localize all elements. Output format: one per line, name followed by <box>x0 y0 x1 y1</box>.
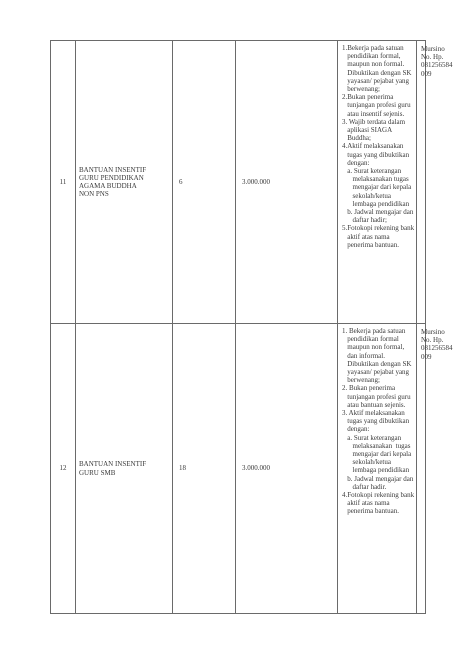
requirement-item: 3. Wajib terdata dalam aplikasi SIAGA Buddha; <box>342 117 406 143</box>
requirement-item: 1.Bekerja pada satuan pendidikan formal, maupun non formal. Dibuktikan dengan SK yayasan/ pejabat yang berwenang; <box>342 44 412 94</box>
requirements <box>338 41 417 324</box>
contact-person: Mursino No. Hp. 081256584 009 <box>417 41 426 324</box>
requirement-item: 3. Aktif melaksanakan tugas yang dibuktikan dengan: a. Surat keterangan melaksanakan tugas mengajar dari kepala sekolah/ketua lembaga pendidikan b. Jadwal mengajar dan daftar hadir. <box>342 409 414 491</box>
requirements <box>338 324 417 614</box>
program-name: BANTUAN INSENTIF GURU PENDIDIKAN AGAMA BUDDHA NON PNS <box>76 41 173 324</box>
amount: 3.000.000 <box>236 41 338 324</box>
requirement-item: 5.Fotokopi rekening bank aktif atas nama penerima bantuan. <box>342 224 415 249</box>
recipient-count: 6 <box>173 41 236 324</box>
requirement-item: 1. Bekerja pada satuan pendidikan formal maupun non formal, dan informal. Dibuktikan dengan SK yayasan/ pejabat yang berwenang; <box>342 327 412 385</box>
amount: 3.000.000 <box>236 324 338 614</box>
requirements-list <box>338 324 416 518</box>
table-row <box>51 324 426 614</box>
program-name: BANTUAN INSENTIF GURU SMB <box>76 324 173 614</box>
requirement-item: 4.Aktif melaksanakan tugas yang dibuktikan dengan: a. Surat keterangan melaksanakan tugas mengajar dari kepala sekolah/ketua lembaga pendidikan b. Jadwal mengajar dan daftar hadir; <box>342 142 414 225</box>
contact-person: Mursino No. Hp. 081256584 009 <box>417 324 426 614</box>
recipient-count: 18 <box>173 324 236 614</box>
requirement-item: 2. Bukan penerima tunjangan profesi guru atau bantuan sejenis. <box>342 384 411 409</box>
requirement-item: 4.Fotokopi rekening bank aktif atas nama penerima bantuan. <box>342 491 415 516</box>
requirement-item: 2.Bukan penerima tunjangan profesi guru atau insentif sejenis. <box>342 93 411 118</box>
table-row <box>51 41 426 324</box>
row-number: 11 <box>51 41 76 324</box>
row-number: 12 <box>51 324 76 614</box>
requirements-list <box>338 41 416 251</box>
assistance-table <box>50 40 453 614</box>
